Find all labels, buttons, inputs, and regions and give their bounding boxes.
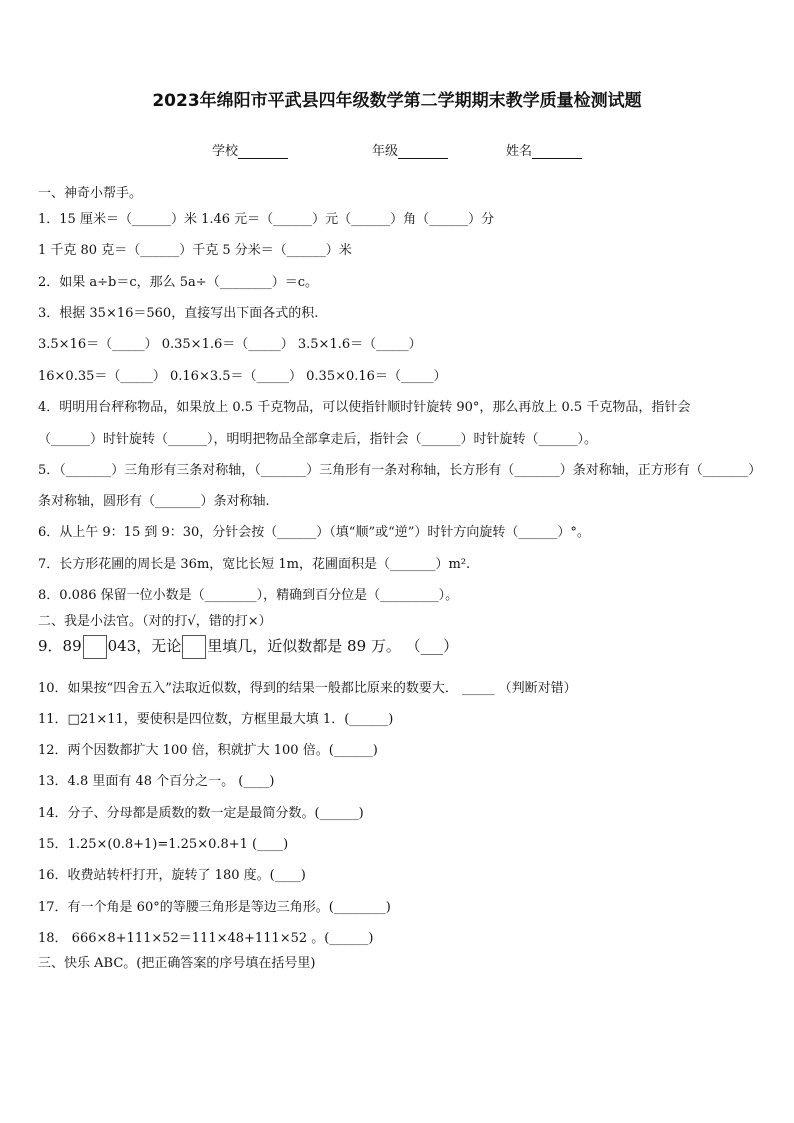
question-9-text-c: 里填几，近似数都是 89 万。 （___） bbox=[207, 637, 459, 655]
school-blank bbox=[238, 144, 288, 159]
question-9-text-b: 043，无论 bbox=[107, 637, 182, 655]
school-field bbox=[212, 140, 288, 159]
question-line: （______）时针旋转（______），明明把物品全部拿走后，指针会（______）时针旋转（______）。 bbox=[38, 432, 598, 447]
question-line: 4．明明用台秤称物品，如果放上 0.5 千克物品，可以使指针顺时针旋转 90°，那么再放上 0.5 千克物品，指针会 bbox=[38, 400, 691, 415]
question-line: 18． 666×8+111×52＝111×48+111×52 。(______) bbox=[38, 931, 374, 946]
grade-blank bbox=[398, 144, 448, 159]
question-line: 16．收费站转杆打开，旋转了 180 度。(____) bbox=[38, 868, 306, 883]
question-9 bbox=[38, 635, 458, 659]
answer-box bbox=[182, 635, 206, 659]
question-line: 13．4.8 里面有 48 个百分之一。 (____) bbox=[38, 774, 275, 789]
question-line: 1 千克 80 克＝（______）千克 5 分米＝（______）米 bbox=[38, 243, 352, 258]
answer-box bbox=[83, 635, 107, 659]
exam-title: 2023年绵阳市平武县四年级数学第二学期期末教学质量检测试题 bbox=[152, 91, 642, 111]
question-line: 10．如果按“四舍五入”法取近似数，得到的结果一般都比原来的数要大． _____ （判断对错） bbox=[38, 681, 577, 696]
question-line: 14．分子、分母都是质数的数一定是最简分数。(______) bbox=[38, 806, 364, 821]
question-line: 5．（_______）三角形有三条对称轴，（_______）三角形有一条对称轴，长方形有（_______）条对称轴，正方形有（_______） bbox=[38, 463, 762, 478]
section-3-heading: 三、快乐 ABC。(把正确答案的序号填在括号里) bbox=[38, 956, 316, 971]
question-line: 6．从上午 9：15 到 9：30，分针会按（______）（填“顺”或“逆”）时针方向旋转（______）°。 bbox=[38, 525, 590, 540]
question-line: 15．1.25×(0.8+1)=1.25×0.8+1 (____) bbox=[38, 837, 289, 852]
question-line: 3．根据 35×16＝560，直接写出下面各式的积. bbox=[38, 306, 319, 321]
question-line: 7．长方形花圃的周长是 36m，宽比长短 1m，花圃面积是（_______）m². bbox=[38, 557, 471, 572]
question-line: 12．两个因数都扩大 100 倍，积就扩大 100 倍。(______) bbox=[38, 743, 378, 758]
question-line: 17．有一个角是 60°的等腰三角形是等边三角形。(________) bbox=[38, 900, 391, 915]
question-line: 条对称轴，圆形有（_______）条对称轴. bbox=[38, 494, 270, 509]
question-line: 16×0.35＝（_____） 0.16×3.5＝（_____） 0.35×0.16＝（_____） bbox=[38, 369, 447, 384]
question-line: 3.5×16＝（_____） 0.35×1.6＝（_____） 3.5×1.6＝（_____） bbox=[38, 337, 422, 352]
question-9-text-a: 9．89 bbox=[38, 637, 82, 655]
grade-label: 年级 bbox=[372, 144, 399, 159]
question-line: 8．0.086 保留一位小数是（________），精确到百分位是（_________）。 bbox=[38, 588, 459, 603]
name-label: 姓名 bbox=[506, 144, 533, 159]
question-line: 1．15 厘米＝（______）米 1.46 元＝（______）元（______）角（______）分 bbox=[38, 212, 495, 227]
name-field bbox=[506, 140, 582, 159]
question-line: 2．如果 a÷b＝c，那么 5a÷（________）＝c。 bbox=[38, 275, 318, 290]
name-blank bbox=[532, 144, 582, 159]
school-label: 学校 bbox=[212, 144, 239, 159]
section-1-heading: 一、神奇小帮手。 bbox=[38, 186, 143, 201]
question-line: 11．□21×11，要使积是四位数，方框里最大填 1．(______) bbox=[38, 712, 394, 727]
section-2-heading: 二、我是小法官。（对的打√，错的打×） bbox=[38, 614, 272, 629]
grade-field bbox=[372, 140, 448, 159]
